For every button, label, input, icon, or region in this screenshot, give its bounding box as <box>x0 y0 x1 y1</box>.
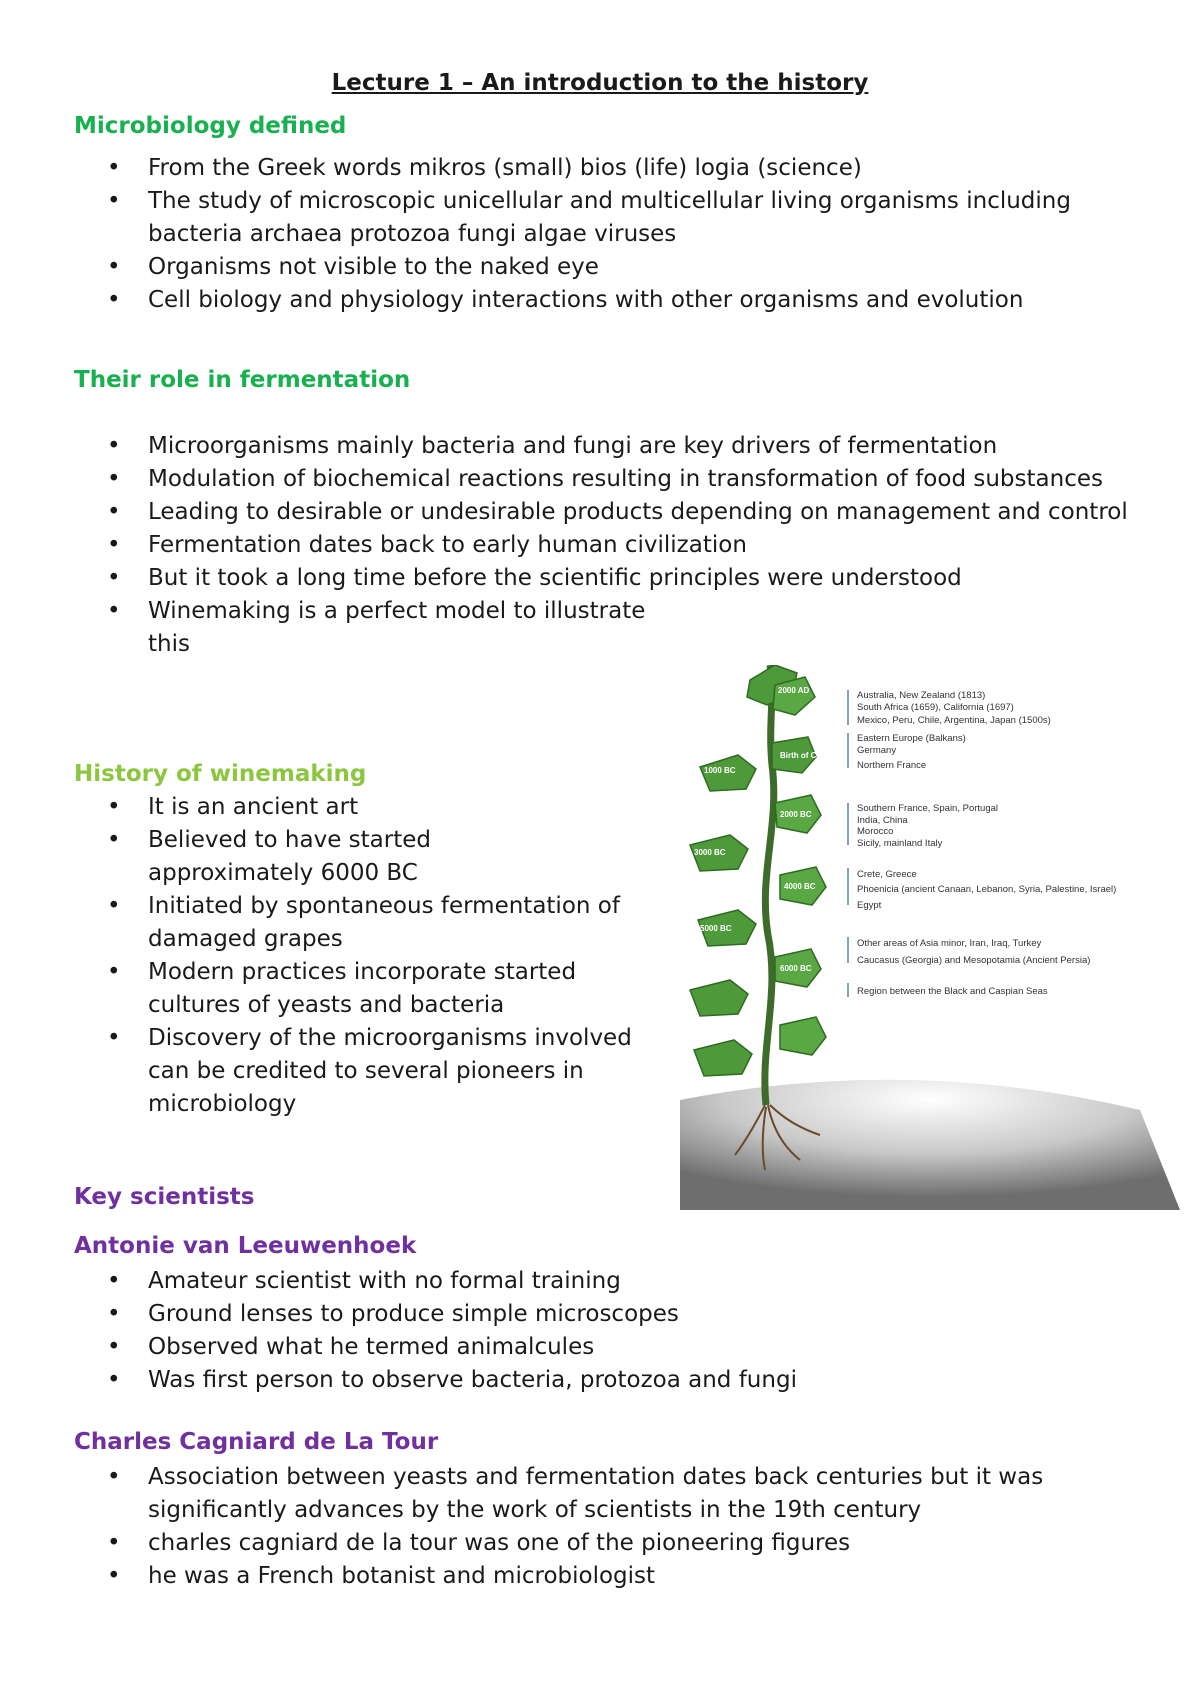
list-leeuwenhoek <box>74 1265 1134 1397</box>
heading-role-in-fermentation: Their role in fermentation <box>74 367 411 393</box>
list-item: • Was first person to observe bacteria, protozoa and fungi <box>74 1364 1134 1397</box>
leaf-label: 3000 BC <box>694 848 726 857</box>
list-item: • It is an ancient art <box>74 791 674 824</box>
list-item: • Initiated by spontaneous fermentation of damaged grapes <box>74 890 674 956</box>
heading-history-of-winemaking: History of winemaking <box>74 761 367 787</box>
vine-stem <box>765 665 774 1105</box>
leaf <box>780 1017 826 1055</box>
region-labels <box>857 690 1116 997</box>
list-cagniard <box>74 1461 1134 1593</box>
region-label: Region between the Black and Caspian Seas <box>857 986 1048 997</box>
list-item: • The study of microscopic unicellular and multicellular living organisms including bacteria archaea protozoa fungi algae viruses <box>74 185 1134 251</box>
list-item: • But it took a long time before the scientific principles were understood <box>74 562 1134 595</box>
region-label: Sicily, mainland Italy <box>857 838 943 849</box>
region-label: Other areas of Asia minor, Iran, Iraq, Turkey <box>857 938 1042 949</box>
leaf-label: 2000 AD <box>778 686 810 695</box>
region-label: Northern France <box>857 760 927 771</box>
globe-ground <box>680 1080 1180 1210</box>
region-label: India, China <box>857 815 908 826</box>
leaf-label: 1000 BC <box>704 766 736 775</box>
leaf-label: 2000 BC <box>780 810 812 819</box>
winemaking-history-figure <box>680 665 1180 1210</box>
region-label: Phoenicia (ancient Canaan, Lebanon, Syria, Palestine, Israel) <box>857 884 1117 895</box>
list-item: • Microorganisms mainly bacteria and fungi are key drivers of fermentation <box>74 430 1134 463</box>
region-label: South Africa (1659), California (1697) <box>857 702 1014 713</box>
leaf <box>690 980 748 1016</box>
heading-microbiology-defined: Microbiology defined <box>74 113 347 139</box>
list-item: • Fermentation dates back to early human civilization <box>74 529 1134 562</box>
list-item: • Association between yeasts and fermentation dates back centuries but it was significantly advances by the work of scientists in the 19th century <box>74 1461 1134 1527</box>
list-fermentation <box>74 430 1134 661</box>
list-item: • Winemaking is a perfect model to illustrate this <box>74 595 648 661</box>
page-title: Lecture 1 – An introduction to the history <box>331 70 869 96</box>
list-item: • Organisms not visible to the naked eye <box>74 251 1134 284</box>
list-item: • Discovery of the microorganisms involved can be credited to several pioneers in microbiology <box>74 1022 674 1121</box>
region-label: Mexico, Peru, Chile, Argentina, Japan (1500s) <box>857 715 1051 726</box>
list-winemaking <box>74 791 674 1121</box>
region-label: Crete, Greece <box>857 869 917 880</box>
region-label: Eastern Europe (Balkans) <box>857 733 966 744</box>
region-label: Caucasus (Georgia) and Mesopotamia (Ancient Persia) <box>857 955 1091 966</box>
region-label: Australia, New Zealand (1813) <box>857 690 986 701</box>
region-label: Egypt <box>857 900 882 911</box>
leaf-label: Birth of Christ <box>780 751 834 760</box>
leaf-label: 6000 BC <box>780 964 812 973</box>
list-item: • Amateur scientist with no formal training <box>74 1265 1134 1298</box>
list-item: • Ground lenses to produce simple microscopes <box>74 1298 1134 1331</box>
list-item: • Cell biology and physiology interactions with other organisms and evolution <box>74 284 1134 317</box>
list-item: • Believed to have started approximately 6000 BC <box>74 824 588 890</box>
list-item: • Leading to desirable or undesirable products depending on management and control <box>74 496 1134 529</box>
list-item: • he was a French botanist and microbiologist <box>74 1560 1134 1593</box>
region-label: Southern France, Spain, Portugal <box>857 803 999 814</box>
list-item: • From the Greek words mikros (small) bios (life) logia (science) <box>74 152 1134 185</box>
heading-key-scientists: Key scientists <box>74 1184 255 1210</box>
heading-charles-cagniard-de-la-tour: Charles Cagniard de La Tour <box>74 1429 439 1455</box>
list-item: • Modulation of biochemical reactions resulting in transformation of food substances <box>74 463 1134 496</box>
leaf-label: 5000 BC <box>700 924 732 933</box>
leaf-label: 1000 AD <box>714 718 746 727</box>
leaf-label: 4000 BC <box>784 882 816 891</box>
leaf <box>694 1040 752 1076</box>
region-label: Germany <box>857 745 897 756</box>
list-microbiology <box>74 152 1134 317</box>
heading-antonie-van-leeuwenhoek: Antonie van Leeuwenhoek <box>74 1233 417 1259</box>
list-item: • Observed what he termed animalcules <box>74 1331 1134 1364</box>
list-item: • charles cagniard de la tour was one of the pioneering figures <box>74 1527 1134 1560</box>
vine-leaves <box>690 665 826 1076</box>
list-item: • Modern practices incorporate started cultures of yeasts and bacteria <box>74 956 618 1022</box>
region-label: Morocco <box>857 826 894 837</box>
